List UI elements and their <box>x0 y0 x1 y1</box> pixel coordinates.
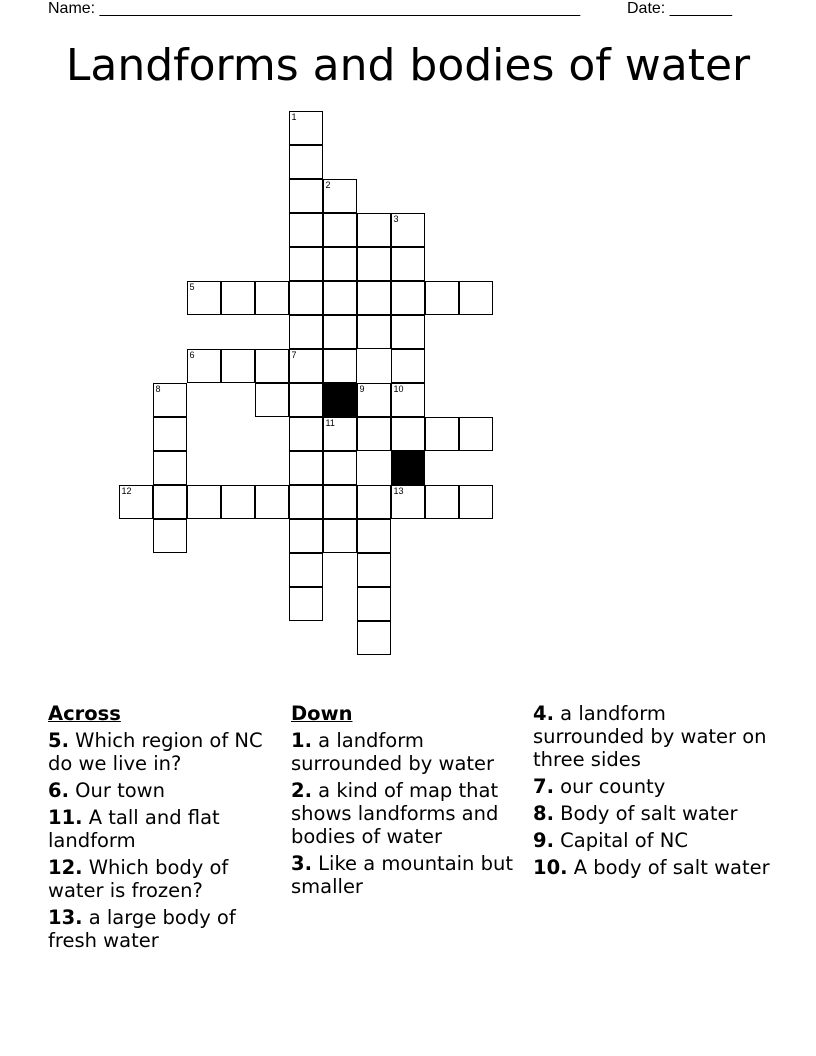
clue-item <box>533 856 773 879</box>
date-field-label[interactable]: Date: _______ <box>627 0 732 17</box>
crossword-cell[interactable] <box>153 485 187 519</box>
crossword-cell[interactable] <box>255 281 289 315</box>
clue-item-number: 6. <box>48 779 69 802</box>
clue-item-number: 10. <box>533 856 568 879</box>
down-clues <box>291 702 525 902</box>
crossword-cell[interactable] <box>391 349 425 383</box>
crossword-cell[interactable] <box>289 519 323 553</box>
clue-item-number: 8. <box>533 802 554 825</box>
crossword-cell[interactable] <box>357 417 391 451</box>
crossword-cell[interactable] <box>357 247 391 281</box>
crossword-cell[interactable] <box>357 485 391 519</box>
down-heading: Down <box>291 702 353 725</box>
black-square <box>323 383 357 417</box>
crossword-cell[interactable] <box>289 485 323 519</box>
crossword-cell[interactable] <box>425 485 459 519</box>
clue-item-text: Which body of water is frozen? <box>48 856 229 902</box>
crossword-cell[interactable] <box>391 383 425 417</box>
crossword-cell[interactable] <box>289 179 323 213</box>
clue-item-number: 13. <box>48 906 83 929</box>
crossword-cell[interactable] <box>323 485 357 519</box>
crossword-cell[interactable] <box>289 145 323 179</box>
clue-item <box>48 779 268 802</box>
crossword-cell[interactable] <box>153 519 187 553</box>
clue-item-number: 11. <box>48 806 83 829</box>
crossword-cell[interactable] <box>323 417 357 451</box>
clue-item-text: a landform surrounded by water on three sides <box>533 702 767 771</box>
crossword-cell[interactable] <box>289 247 323 281</box>
crossword-cell[interactable] <box>357 553 391 587</box>
crossword-cell[interactable] <box>119 485 153 519</box>
crossword-cell[interactable] <box>425 281 459 315</box>
clue-number: 10 <box>393 384 404 394</box>
clue-item-text: Like a mountain but smaller <box>291 852 514 898</box>
crossword-cell[interactable] <box>391 315 425 349</box>
crossword-cell[interactable] <box>289 553 323 587</box>
clue-item <box>48 806 268 852</box>
clue-item-number: 9. <box>533 829 554 852</box>
clue-number: 7 <box>291 350 297 360</box>
clue-item <box>291 729 525 775</box>
crossword-cell[interactable] <box>357 587 391 621</box>
crossword-cell[interactable] <box>323 179 357 213</box>
crossword-cell[interactable] <box>323 281 357 315</box>
clue-number: 3 <box>393 214 399 224</box>
down-clues-continued <box>533 702 773 883</box>
crossword-cell[interactable] <box>459 281 493 315</box>
crossword-cell[interactable] <box>221 281 255 315</box>
clue-item-text: Capital of NC <box>553 829 688 852</box>
crossword-cell[interactable] <box>357 621 391 655</box>
across-heading: Across <box>48 702 121 725</box>
crossword-cell[interactable] <box>425 417 459 451</box>
crossword-cell[interactable] <box>459 485 493 519</box>
clue-item <box>533 829 773 852</box>
clue-number: 2 <box>325 180 331 190</box>
crossword-cell[interactable] <box>391 281 425 315</box>
clue-item <box>291 852 525 898</box>
clue-item-number: 3. <box>291 852 312 875</box>
clue-item-text: a large body of fresh water <box>48 906 236 952</box>
clue-number: 1 <box>291 112 297 122</box>
crossword-cell[interactable] <box>357 383 391 417</box>
crossword-cell[interactable] <box>289 281 323 315</box>
clue-item <box>48 856 268 902</box>
clue-item-number: 12. <box>48 856 83 879</box>
clue-item-text: Which region of NC do we live in? <box>48 729 263 775</box>
clue-item-text: Our town <box>68 779 165 802</box>
clue-number: 13 <box>393 486 404 496</box>
clue-item <box>291 779 525 848</box>
crossword-cell[interactable] <box>289 383 323 417</box>
crossword-cell[interactable] <box>391 247 425 281</box>
clue-item-number: 2. <box>291 779 312 802</box>
clue-item-number: 1. <box>291 729 312 752</box>
clue-item-text: A tall and flat landform <box>48 806 220 852</box>
crossword-cell[interactable] <box>357 213 391 247</box>
crossword-cell[interactable] <box>289 315 323 349</box>
clue-item-number: 4. <box>533 702 554 725</box>
crossword-cell[interactable] <box>289 587 323 621</box>
crossword-cell[interactable] <box>323 247 357 281</box>
clue-item-text: A body of salt water <box>567 856 770 879</box>
clue-item <box>533 775 773 798</box>
crossword-cell[interactable] <box>153 383 187 417</box>
clue-number: 6 <box>189 350 195 360</box>
crossword-cell[interactable] <box>323 349 357 383</box>
clue-number: 12 <box>121 486 132 496</box>
crossword-cell[interactable] <box>187 485 221 519</box>
crossword-cell[interactable] <box>289 111 323 145</box>
crossword-cell[interactable] <box>289 417 323 451</box>
crossword-cell[interactable] <box>357 315 391 349</box>
clue-item-number: 7. <box>533 775 554 798</box>
clue-number: 9 <box>359 384 365 394</box>
name-field-label[interactable]: Name: ______________________________________________________ <box>48 0 581 17</box>
crossword-cell[interactable] <box>153 451 187 485</box>
crossword-cell[interactable] <box>391 213 425 247</box>
crossword-cell[interactable] <box>289 451 323 485</box>
crossword-cell[interactable] <box>221 349 255 383</box>
clue-item <box>533 702 773 771</box>
clue-item-text: Body of salt water <box>553 802 738 825</box>
clue-number: 5 <box>189 282 195 292</box>
clue-item-number: 5. <box>48 729 69 752</box>
across-clues <box>48 702 268 956</box>
crossword-cell[interactable] <box>255 485 289 519</box>
clue-item <box>48 906 268 952</box>
crossword-cell[interactable] <box>289 213 323 247</box>
crossword-cell[interactable] <box>255 349 289 383</box>
crossword-cell[interactable] <box>153 417 187 451</box>
black-square <box>391 451 425 485</box>
crossword-cell[interactable] <box>357 519 391 553</box>
crossword-cell[interactable] <box>289 349 323 383</box>
crossword-cell[interactable] <box>255 383 289 417</box>
clue-item <box>533 802 773 825</box>
crossword-cell[interactable] <box>221 485 255 519</box>
clue-item-text: our county <box>553 775 666 798</box>
page-title: Landforms and bodies of water <box>65 40 751 91</box>
crossword-cell[interactable] <box>323 519 357 553</box>
crossword-cell[interactable] <box>459 417 493 451</box>
crossword-cell[interactable] <box>391 417 425 451</box>
crossword-cell[interactable] <box>187 281 221 315</box>
clue-number: 11 <box>325 418 335 428</box>
crossword-cell[interactable] <box>391 485 425 519</box>
clue-item <box>48 729 268 775</box>
crossword-cell[interactable] <box>357 281 391 315</box>
clue-item-text: a landform surrounded by water <box>291 729 495 775</box>
crossword-cell[interactable] <box>323 451 357 485</box>
clue-item-text: a kind of map that shows landforms and bodies of water <box>291 779 499 848</box>
crossword-cell[interactable] <box>323 315 357 349</box>
crossword-cell[interactable] <box>323 213 357 247</box>
crossword-cell[interactable] <box>187 349 221 383</box>
clue-number: 8 <box>155 384 161 394</box>
